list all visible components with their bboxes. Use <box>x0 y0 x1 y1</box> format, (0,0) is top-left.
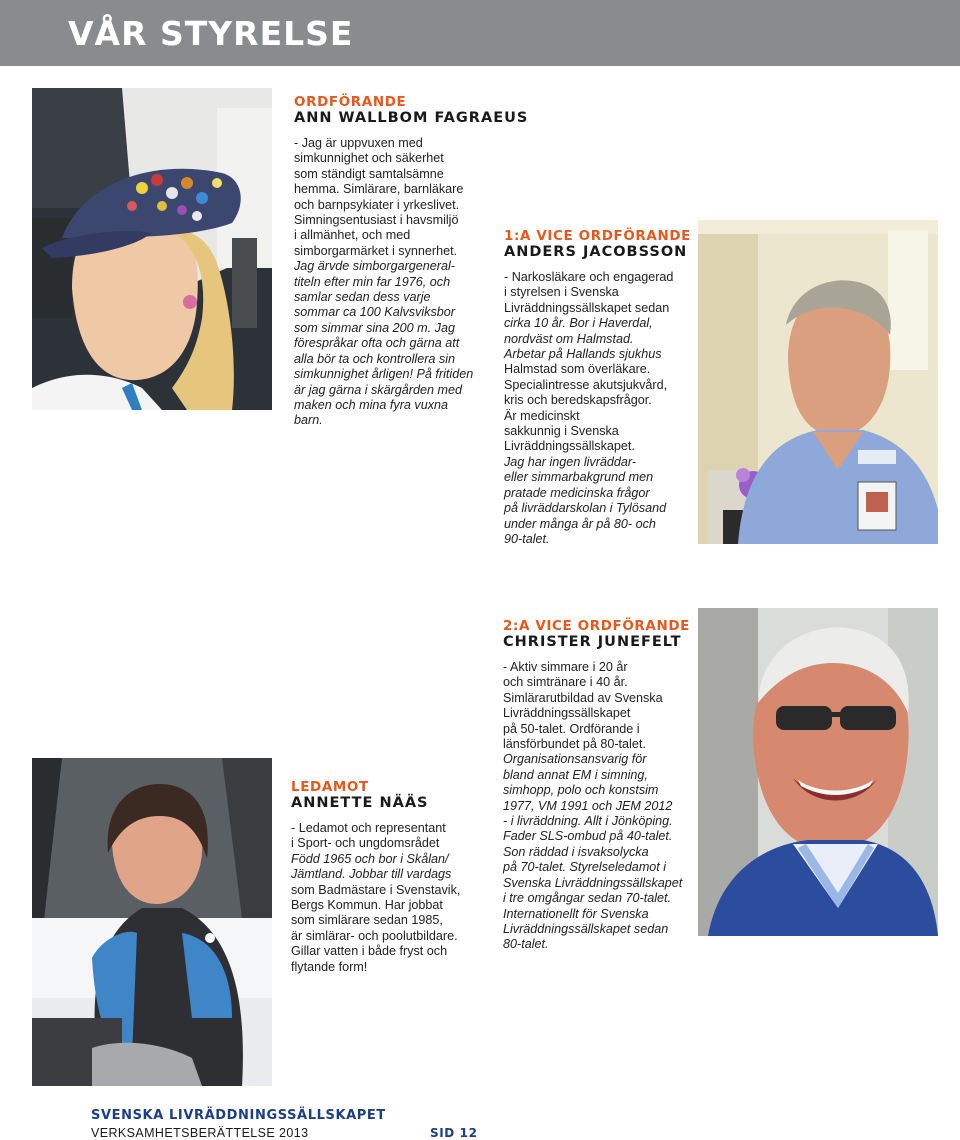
bio-line: Livräddningssällskapet sedan <box>504 300 670 315</box>
bio-line: Simlärarutbildad av Svenska <box>503 690 663 705</box>
bio-line: är simlärar- och poolutbildare. <box>291 928 458 943</box>
bio-line: eller simmarbakgrund men <box>504 470 654 485</box>
bio-line: Fader SLS-ombud på 40-talet. <box>503 829 673 844</box>
member-second-vice-chair <box>503 618 703 953</box>
portrait-photo-ledamot <box>32 758 272 1086</box>
bio-line: som simmar sina 200 m. Jag <box>294 320 455 335</box>
header-band <box>0 0 960 66</box>
member-name: CHRISTER JUNEFELT <box>503 634 682 650</box>
bio-line: Jag ärvde simborgargeneral- <box>294 259 456 274</box>
bio-line: maken och mina fyra vuxna <box>294 397 448 412</box>
footer-organization: SVENSKA LIVRÄDDNINGSSÄLLSKAPET <box>91 1108 386 1123</box>
bio-line: länsförbundet på 80-talet. <box>503 737 646 752</box>
bio-line: Livräddningssällskapet <box>503 706 631 721</box>
bio-line: pratade medicinska frågor <box>504 485 650 500</box>
bio-line: titeln efter min far 1976, och <box>294 274 451 289</box>
member-name: ANDERS JACOBSSON <box>504 244 688 260</box>
bio-line: Är medicinskt <box>504 408 580 423</box>
bio-line: Jämtland. Jobbar till vardags <box>291 867 452 882</box>
bio-line: Organisationsansvarig för <box>503 752 647 767</box>
bio-line: simhopp, polo och konstsim <box>503 783 659 798</box>
bio-line: och simtränare i 40 år. <box>503 675 628 690</box>
bio-line: barn. <box>294 413 323 428</box>
bio-line: Bergs Kommun. Har jobbat <box>291 898 443 913</box>
bio-line: 80-talet. <box>503 937 549 952</box>
bio-line: alla bör ta och kontrollera sin <box>294 351 456 366</box>
bio-line: Simningsentusiast i havsmiljö <box>294 213 459 228</box>
portrait-photo-second-vice-chair <box>698 608 938 936</box>
bio-line: simkunnighet och säkerhet <box>294 151 444 166</box>
bio-line: - Jag är uppvuxen med <box>294 136 423 150</box>
bio-line: under många år på 80- och <box>504 516 656 531</box>
bio-line: Specialintresse akutsjukvård, <box>504 377 668 392</box>
member-bio <box>291 821 491 975</box>
bio-line: sakkunnig i Svenska <box>504 424 619 439</box>
bio-line: cirka 10 år. Bor i Haverdal, <box>504 316 653 331</box>
bio-line: i Sport- och ungdomsrådet <box>291 836 440 851</box>
bio-line: simborgarmärket i synnerhet. <box>294 243 458 258</box>
member-ledamot <box>291 779 491 975</box>
member-first-vice-chair <box>504 228 704 547</box>
bio-line: som Badmästare i Svenstavik, <box>291 882 461 897</box>
bio-line: - Ledamot och representant <box>291 821 446 835</box>
bio-line: på 70-talet. Styrelseledamot i <box>503 860 667 875</box>
member-name: ANN WALLBOM FAGRAEUS <box>294 110 529 126</box>
footer-report-title: VERKSAMHETSBERÄTTELSE 2013 <box>91 1126 309 1140</box>
bio-line: samlar sedan dess varje <box>294 290 431 305</box>
bio-line: i tre omgångar sedan 70-talet. <box>503 891 672 906</box>
bio-line: som simlärare sedan 1985, <box>291 913 443 928</box>
bio-line: - Narkosläkare och engagerad <box>504 270 674 284</box>
bio-line: Livräddningssällskapet. <box>504 439 635 454</box>
bio-line: i styrelsen i Svenska <box>504 285 619 300</box>
bio-line: Gillar vatten i både fryst och <box>291 944 448 959</box>
bio-line: på livräddarskolan i Tylösand <box>504 501 667 516</box>
bio-line: förespråkar ofta och gärna att <box>294 336 460 351</box>
bio-line: - Aktiv simmare i 20 år <box>503 660 628 674</box>
role-heading: LEDAMOT <box>291 779 369 795</box>
role-heading: 1:A VICE ORDFÖRANDE <box>504 228 691 244</box>
bio-line: Halmstad som överläkare. <box>504 362 651 377</box>
bio-line: på 50-talet. Ordförande i <box>503 721 640 736</box>
bio-line: bland annat EM i simning, <box>503 767 648 782</box>
bio-line: Livräddningssällskapet sedan <box>503 921 669 936</box>
page-number: SID 12 <box>430 1126 478 1140</box>
role-heading: ORDFÖRANDE <box>294 94 407 110</box>
member-ordforande <box>294 94 529 429</box>
bio-line: är jag gärna i skärgården med <box>294 382 463 397</box>
bio-line: som ständigt samtalsämne <box>294 166 444 181</box>
bio-line: Internationellt för Svenska <box>503 906 649 921</box>
bio-line: Arbetar på Hallands sjukhus <box>504 347 662 362</box>
bio-line: nordväst om Halmstad. <box>504 331 634 346</box>
bio-line: Född 1965 och bor i Skålan/ <box>291 851 449 866</box>
member-bio <box>504 270 704 547</box>
bio-line: i allmänhet, och med <box>294 228 411 243</box>
bio-line: flytande form! <box>291 959 368 974</box>
role-heading: 2:A VICE ORDFÖRANDE <box>503 618 690 634</box>
bio-line: Son räddad i isvaksolycka <box>503 844 649 859</box>
bio-line: simkunnighet årligen! På fritiden <box>294 367 474 382</box>
member-name: ANNETTE NÄÄS <box>291 795 429 811</box>
bio-line: hemma. Simlärare, barnläkare <box>294 182 464 197</box>
page-title: VÅR STYRELSE <box>68 14 354 53</box>
bio-line: och barnpsykiater i yrkeslivet. <box>294 197 460 212</box>
portrait-photo-first-vice-chair <box>698 220 938 544</box>
bio-line: kris och beredskapsfrågor. <box>504 393 652 408</box>
bio-line: Svenska Livräddningssällskapet <box>503 875 683 890</box>
bio-line: Jag har ingen livräddar- <box>504 454 637 469</box>
bio-line: 1977, VM 1991 och JEM 2012 <box>503 798 673 813</box>
member-bio <box>294 136 524 429</box>
portrait-photo-ordforande <box>32 88 272 410</box>
bio-line: 90-talet. <box>504 531 550 546</box>
bio-line: - i livräddning. Allt i Jönköping. <box>503 814 673 829</box>
bio-line: sommar ca 100 Kalvsviksbor <box>294 305 455 320</box>
member-bio <box>503 660 703 953</box>
